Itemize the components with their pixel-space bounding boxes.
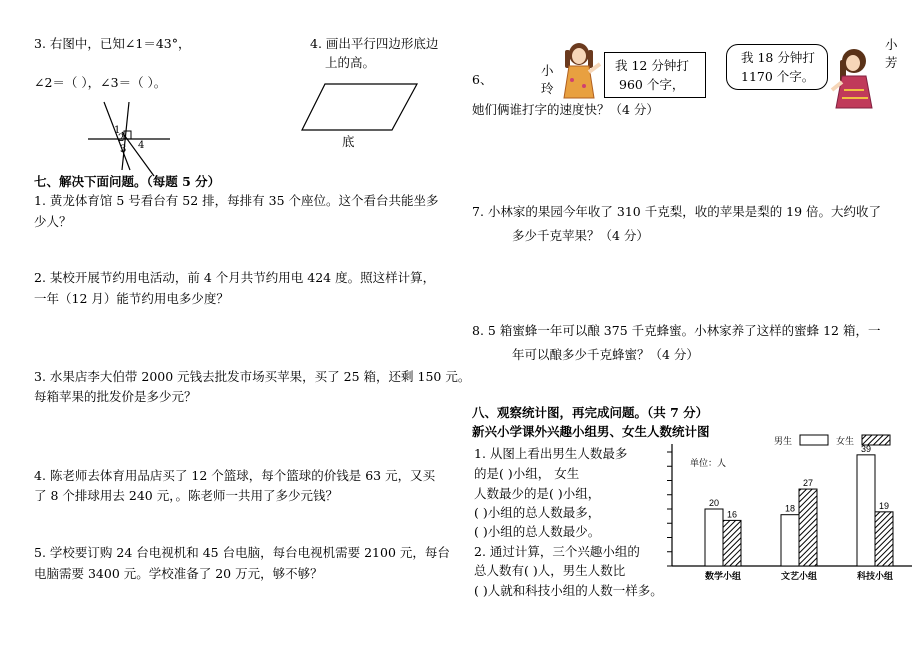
category-label: 科技小组 bbox=[856, 572, 894, 582]
q6-question: 她们俩谁打字的速度快？（4 分） bbox=[472, 102, 659, 117]
legend-swatch bbox=[800, 435, 828, 445]
speech-bubble-1 bbox=[604, 52, 706, 98]
problem3-line1: 3. 水果店李大伯带 2000 元钱去批发市场买苹果，买了 25 箱，还剩 150 元。 bbox=[34, 369, 471, 384]
q6-number: 6、 bbox=[472, 72, 493, 87]
q3-line1: 3. 右图中，已知∠1＝43°， bbox=[34, 36, 191, 51]
problem2-line2: 一年（12 月）能节约用电多少度？ bbox=[34, 291, 229, 306]
bar-boys bbox=[857, 455, 875, 566]
bar-value-label: 20 bbox=[708, 498, 720, 508]
girl1-name: 小 玲 bbox=[541, 63, 554, 96]
girl1-illustration bbox=[556, 40, 606, 102]
girl2-illustration bbox=[830, 46, 878, 110]
bar-girls bbox=[799, 489, 817, 566]
stat-q1-line1: 1. 从图上看出男生人数最多 bbox=[474, 446, 628, 461]
problem2-line1: 2. 某校开展节约用电活动，前 4 个月共节约用电 424 度。照这样计算， bbox=[34, 270, 436, 285]
bar-value-label: 39 bbox=[860, 443, 872, 454]
problem1-line1: 1. 黄龙体育馆 5 号看台有 52 排，每排有 35 个座位。这个看台共能坐多 bbox=[34, 193, 439, 208]
bar-value-label: 16 bbox=[726, 509, 738, 520]
q8-line1: 8. 5 箱蜜蜂一年可以酿 375 千克蜂蜜。小林家养了这样的蜜蜂 12 箱，一 bbox=[472, 323, 881, 338]
category-label: 数学小组 bbox=[704, 572, 742, 582]
bar-value-label: 27 bbox=[802, 478, 814, 489]
q8-line2: 年可以酿多少千克蜂蜜？（4 分） bbox=[512, 347, 699, 362]
fig-label-3: 3 bbox=[120, 144, 127, 155]
base-label: 底 bbox=[342, 134, 355, 149]
bar-value-label: 18 bbox=[784, 503, 796, 514]
bar-girls bbox=[875, 512, 893, 566]
q4-line2: 上的高。 bbox=[325, 55, 376, 70]
problem5-line1: 5. 学校要订购 24 台电视机和 45 台电脑，每台电视机需要 2100 元，每台 bbox=[34, 545, 450, 560]
bar-boys bbox=[705, 509, 723, 566]
bubble2-line2: 1170 个字。 bbox=[741, 69, 815, 84]
problem4-line2: 了 8 个排球用去 240 元，。陈老师一共用了多少元钱？ bbox=[34, 488, 338, 503]
angle-figure bbox=[84, 98, 174, 178]
section7-title: 七、解决下面问题。（每题 5 分） bbox=[34, 174, 221, 189]
problem3-line2: 每箱苹果的批发价是多少元？ bbox=[34, 389, 197, 404]
fig-label-1: 1 bbox=[114, 125, 121, 136]
chart-title: 新兴小学课外兴趣小组男、女生人数统计图 bbox=[472, 424, 710, 439]
legend-label: 女生 bbox=[836, 437, 855, 447]
q7-line1: 7. 小林家的果园今年收了 310 千克梨，收的苹果是梨的 19 倍。大约收了 bbox=[472, 204, 882, 219]
chart-unit-label: 单位：人 bbox=[690, 458, 727, 468]
stat-q1-line2: 的是( )小组， 女生 bbox=[474, 466, 580, 481]
bubble1-line2: 960 个字， bbox=[619, 77, 685, 92]
problem1-line2: 少人？ bbox=[34, 214, 72, 229]
category-label: 文艺小组 bbox=[780, 572, 818, 582]
bar-boys bbox=[781, 515, 799, 566]
stat-q1-line5: ( )小组的总人数最少。 bbox=[474, 524, 601, 539]
interest-group-bar-chart bbox=[650, 430, 916, 586]
bubble1-line1: 我 12 分钟打 bbox=[615, 58, 689, 73]
girl2-name: 小 芳 bbox=[885, 37, 898, 70]
bar-value-label: 19 bbox=[878, 500, 890, 511]
legend-label: 男生 bbox=[774, 437, 793, 447]
q3-line2: ∠2＝（ ），∠3＝（ ）。 bbox=[34, 75, 167, 90]
stat-q2-line3: ( )人就和科技小组的人数一样多。 bbox=[474, 583, 663, 598]
problem5-line2: 电脑需要 3400 元。学校准备了 20 万元，够不够？ bbox=[34, 566, 323, 581]
q4-line1: 4. 画出平行四边形底边 bbox=[310, 36, 439, 51]
stat-q2-line2: 总人数有( )人，男生人数比 bbox=[474, 563, 626, 578]
bar-girls bbox=[723, 520, 741, 566]
section8-title: 八、观察统计图，再完成问题。（共 7 分） bbox=[472, 405, 709, 420]
stat-q1-line3: 人数最少的是( )小组， bbox=[474, 486, 601, 501]
stat-q2-line1: 2. 通过计算，三个兴趣小组的 bbox=[474, 544, 640, 559]
fig-label-2: 2 bbox=[118, 133, 125, 144]
stat-q1-line4: ( )小组的总人数最多， bbox=[474, 505, 601, 520]
parallelogram-figure bbox=[300, 82, 420, 134]
speech-bubble-2 bbox=[726, 44, 828, 90]
bubble2-line1: 我 18 分钟打 bbox=[741, 50, 815, 65]
problem4-line1: 4. 陈老师去体育用品店买了 12 个篮球，每个篮球的价钱是 63 元，又买 bbox=[34, 468, 436, 483]
q7-line2: 多少千克苹果？（4 分） bbox=[512, 228, 649, 243]
fig-label-4: 4 bbox=[138, 140, 145, 151]
